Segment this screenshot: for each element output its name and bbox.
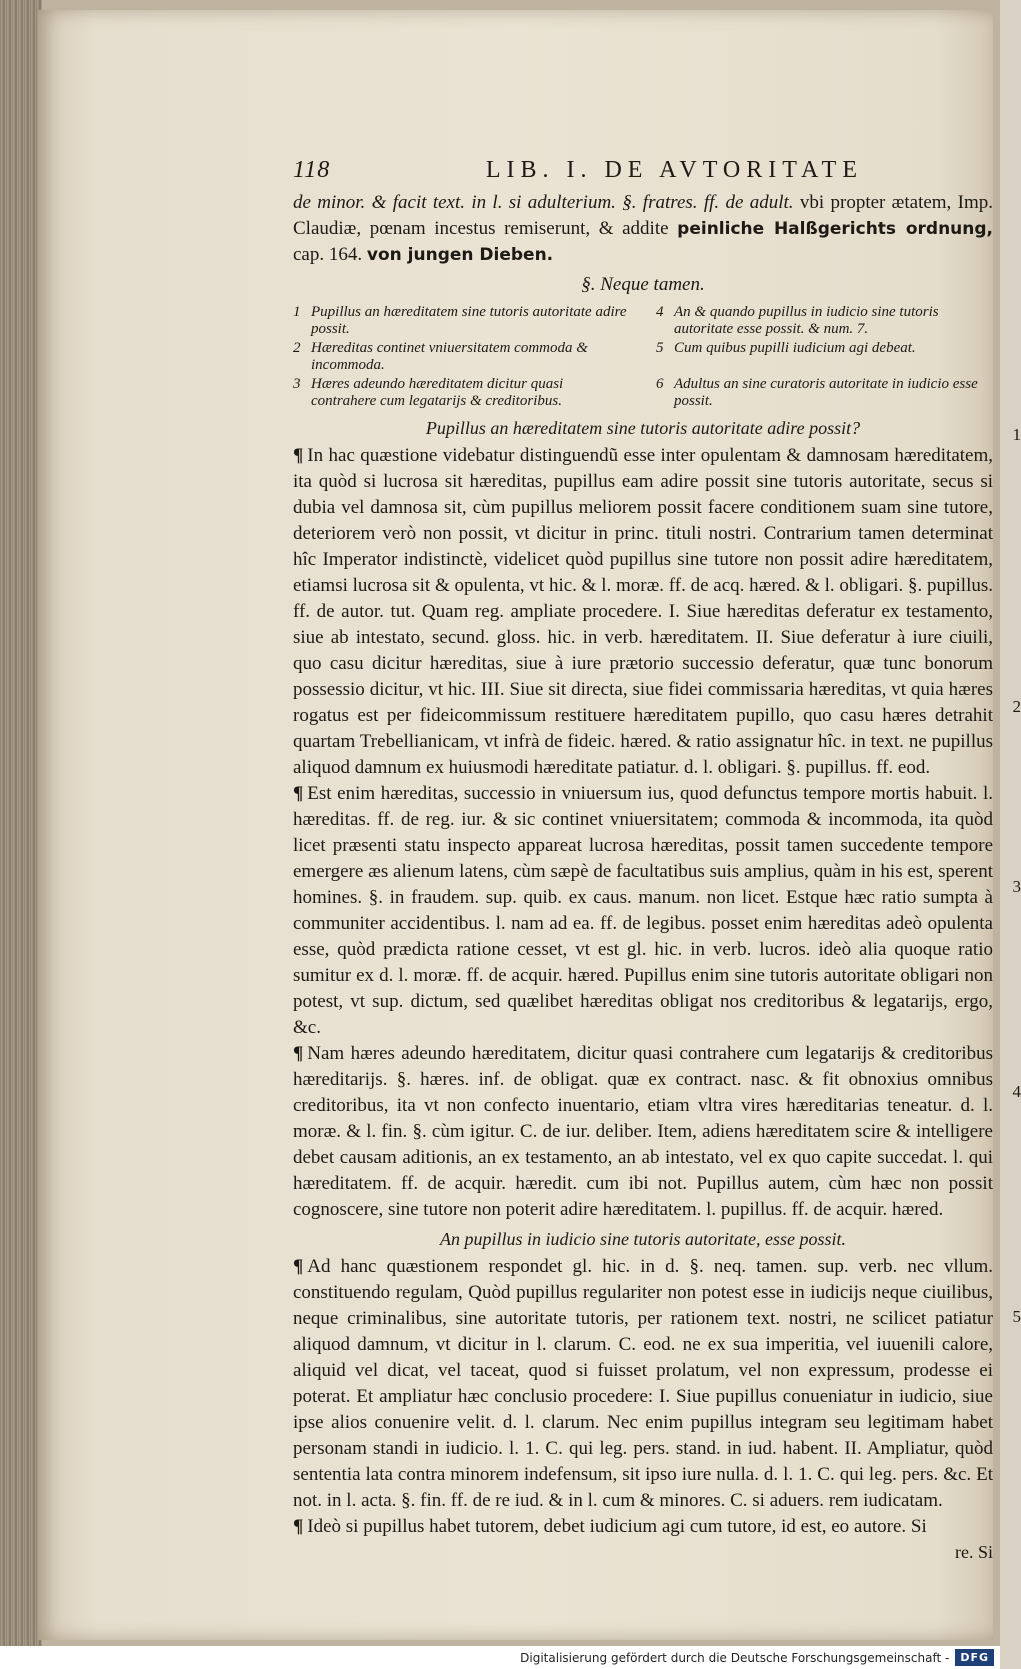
text-block: [293, 157, 1021, 1563]
intro-citation: de minor. & facit text. in l. si adulterium. §. fratres. ff. de adult.: [293, 192, 794, 213]
paragraph-2: ¶ Est enim hæreditas, successio in vniuersum ius, quod defunctus tempore mortis habuit. l. hæreditas. ff. de reg. iur. & sic continet vniuersitatem; commoda & incommoda, ita quòd licet præsenti statu inspecto appareat lucrosa hæreditas, possit tamen succedente tempore emergere æs alienum latens, cùm sæpè de facultatibus suis amplius, quàm in his est, sperent homines. §. in fraudem. sup. quib. ex caus. manum. non licet. Estque hæc ratio sumpta à communiter accidentibus. l. nam ad ea. ff. de legibus. posset enim hæreditas adeò opulenta esse, quòd prædicta ratione cesset, vt est gl. hic. in verb. lucros. ideò alia quoque ratio sumitur ex d. l. moræ. ff. de acquir. hæred. Pupillus enim sine tutoris autoritate obligari non potest, vt sup. dictum, sed quælibet hæreditas obligat nos creditoribus & legatarijs, ergo, &c.: [293, 783, 993, 1038]
intro-tail: cap. 164.: [293, 244, 367, 265]
summary-item: 3 Hæres adeundo hæreditatem dicitur quasi contrahere cum legatarijs & creditoribus.: [293, 376, 564, 409]
summary-item: 6 Adultus an sine curatoris autoritate in iudicio esse possit.: [656, 376, 978, 409]
paragraph-1: ¶ In hac quæstione videbatur distinguendũ esse inter opulentam & damnosam hæreditatem, ita quòd si lucrosa sit hæreditas, pupillus eam adire possit sine tutoris autoritate, secus si dubia vel damnosa sit, cùm pupillus meliorem possit facere conditionem suam sine tutore, deteriorem verò non possit, vt dicitur in princ. tituli nostri. Contrarium tamen determinat hîc Imperator indistinctè, videlicet quòd pupillus sine tutore non possit adire hæreditatem, etiamsi lucrosa sit & opulenta, vt hic. & l. moræ. ff. de acq. hæred. & l. obligari. §. pupillus. ff. de autor. tut. Quam reg. ampliate procedere. I. Siue hæreditas deferatur ex testamento, siue ab intestato, secund. gloss. hic. in verb. hæreditatem. II. Siue deferatur à iure ciuili, quo casu dicitur hæreditas, siue à iure prætorio successio deferatur, quæ tunc bonorum possessio dicitur, vt hic. III. Siue sit directa, siue fidei commissaria hæreditas, vt quia hæres rogatus est per fideicommissum restituere hæreditatem pupillo, quo casu hæres detrahit quartam Trebellianicam, vt infrà de fideic. hæred. & ratio assignatur hîc. in text. ne pupillus aliquod damnum ex huiusmodi hæreditate patiatur. d. l. obligari. §. pupillus. ff. eod.: [293, 445, 993, 778]
margin-number: 1: [1012, 425, 1021, 444]
summary-item: 2 Hæreditas continet vniuersitatem commoda & incommoda.: [293, 340, 588, 373]
subheading-2: An pupillus in iudicio sine tutoris autoritate, esse possit.: [439, 1229, 846, 1249]
pilcrow-icon: ¶: [293, 445, 304, 466]
pilcrow-icon: ¶: [293, 783, 304, 804]
pilcrow-icon: ¶: [293, 1256, 304, 1277]
pilcrow-icon: ¶: [293, 1516, 304, 1537]
footer-bar: [0, 1646, 1000, 1669]
margin-number: 3: [1012, 877, 1021, 896]
summary-item: 5 Cum quibus pupilli iudicium agi debeat.: [656, 340, 916, 356]
margin-number: 5: [1012, 1307, 1021, 1326]
dfg-logo-icon: DFG: [955, 1649, 994, 1666]
paragraph-3: ¶ Nam hæres adeundo hæreditatem, dicitur quasi contrahere cum legatarijs & creditoribus hæreditarijs. §. hæres. inf. de obligat. quæ ex contract. nasc. & fit obnoxius omnibus creditoribus, ita vt non confecto inuentario, etiam vltra vires hæreditarias teneatur. d. l. moræ. & l. fin. §. cùm igitur. C. de iur. deliber. Item, adiens hæreditatem scire & intelligere debet causam aditionis, an ex testamento, an ab intestato, vel ex quo capite succedat. l. qui hæreditatem. ff. de acquir. hæredit. cum ibi not. Pupillus autem, cùm hæc non possit cognoscere, sine tutore non poterit adire hæreditatem. l. pupillus. ff. de acquir. hæred.: [293, 1043, 993, 1220]
summary-item: 4 An & quando pupillus in iudicio sine tutoris autoritate esse possit. & num. 7.: [656, 304, 939, 337]
paragraph-4: ¶ Ad hanc quæstionem respondet gl. hic. in d. §. neq. tamen. sup. verb. nec vllum. constituendo regulam, Quòd pupillus regulariter non potest esse in iudicijs neque ciuilibus, neque criminalibus, sine autoritate tutoris, per rationem text. nostri, ne scilicet patiatur aliquod damnum, vt dicitur in l. clarum. C. eod. ne ex sua imperitia, vel iuuenili calore, aliquid vel dicat, vel taceat, quod si fuisset prolatum, vel non expressum, prodesse ei poterat. Et ampliatur hæc conclusio procedere: I. Siue pupillus conueniatur in iudicio, siue ipse alios conuenire velit. d. l. clarum. Nec enim pupillus integram seu legitimam habet personam standi in iudicio. l. 1. C. qui leg. pers. stand. in iud. habent. II. Ampliatur, quòd sententia lata contra minorem indefensum, sit ipso iure nulla. d. l. 1. C. qui leg. pers. &c. Et not. in l. acta. §. fin. ff. de re iud. & in l. cum & minores. C. si aduers. rem iudicatam.: [293, 1256, 993, 1511]
intro-blackletter: peinliche Halßgerichts ordnung,: [677, 219, 993, 239]
margin-number: 4: [1012, 1082, 1021, 1101]
running-title: LIB. I. DE AVTORITATE: [485, 157, 863, 183]
running-head: [293, 157, 993, 184]
section-heading: §. Neque tamen.: [581, 274, 705, 295]
page-number: 118: [293, 157, 331, 183]
intro-text: vbi propter ætatem, Imp. Claudiæ, pœnam incestus remiserunt, & addite: [293, 192, 993, 239]
book-page: [38, 10, 1021, 1640]
margin-number: 2: [1012, 697, 1021, 716]
summary-item: 1 Pupillus an hæreditatem sine tutoris autoritate adire possit.: [293, 304, 627, 337]
catchword: re. Si: [955, 1542, 993, 1562]
book-edge: [0, 0, 42, 1646]
summary-list: [293, 304, 993, 410]
paragraph-5: ¶ Ideò si pupillus habet tutorem, debet iudicium agi cum tutore, id est, eo autore. Si: [293, 1516, 927, 1537]
pilcrow-icon: ¶: [293, 1043, 304, 1064]
intro-blackletter-2: von jungen Dieben.: [366, 245, 554, 265]
intro-paragraph: [293, 190, 993, 268]
subheading-1: Pupillus an hæreditatem sine tutoris autoritate adire possit?: [425, 418, 861, 438]
footer-text: Digitalisierung gefördert durch die Deutsche Forschungsgemeinschaft -: [520, 1650, 950, 1665]
